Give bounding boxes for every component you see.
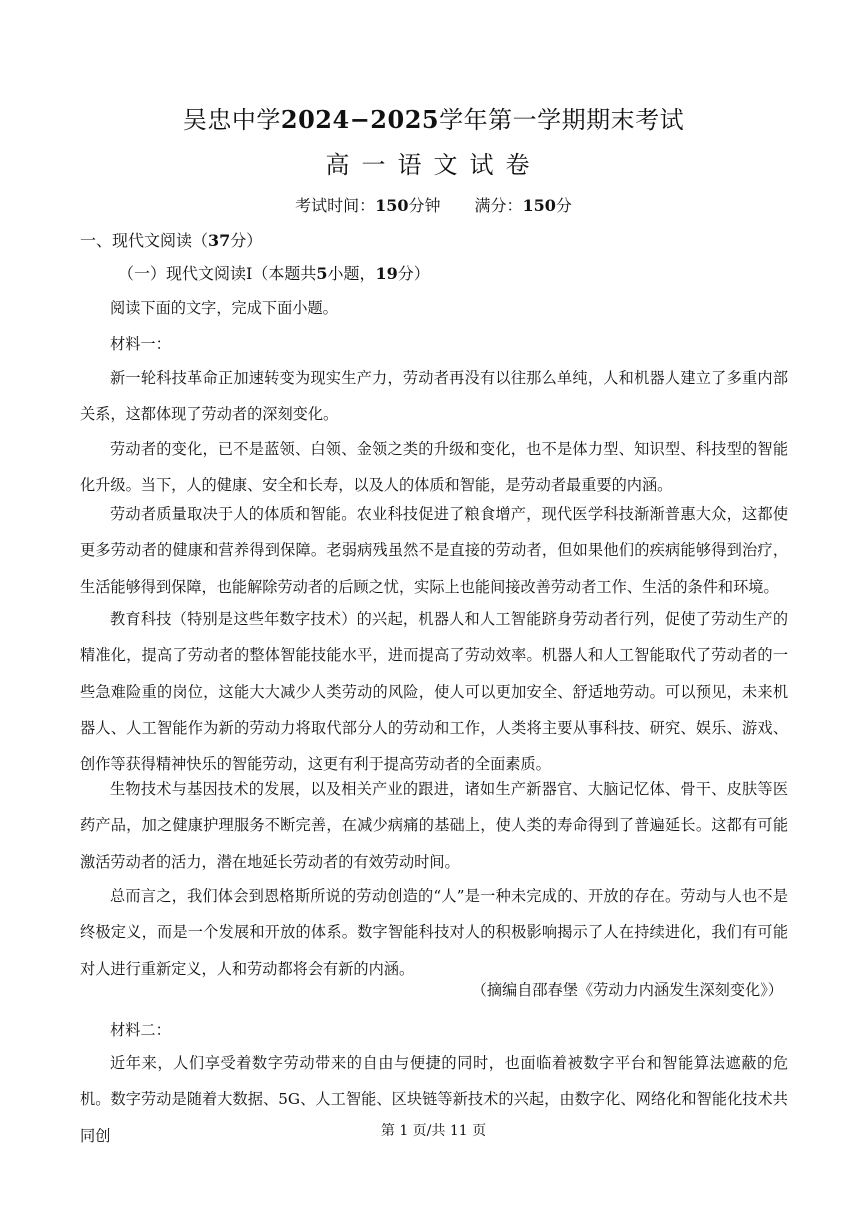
- title-school: 吴忠中学: [182, 106, 281, 134]
- paragraph-4: 教育科技（特别是这些年数字技术）的兴起，机器人和人工智能跻身劳动者行列，促使了劳动生产的精准化，提高了劳动者的整体智能技能水平，进而提高了劳动效率。机器人和人工智能取代了劳动者的一些急难险重的岗位，这能大大减少人类劳动的风险，使人可以更加安全、舒适地劳动。可以预见，未来机器人、人工智能作为新的劳动力将取代部分人的劳动和工作，人类将主要从事科技、研究、娱乐、游戏、创作等获得精神快乐的智能劳动，这更有利于提高劳动者的全面素质。: [80, 610, 788, 774]
- paragraph-6: 总而言之，我们体会到恩格斯所说的劳动创造的“人”是一种未完成的、开放的存在。劳动与人也不是终极定义，而是一个发展和开放的体系。数字智能科技对人的积极影响揭示了人在持续进化，我们有可能对人进行重新定义，人和劳动都将会有新的内涵。: [80, 887, 788, 978]
- score-value: 150: [522, 196, 556, 215]
- time-value: 150: [375, 196, 409, 215]
- material-two-label: 材料二：: [110, 1021, 171, 1039]
- material-one-label: 材料一：: [110, 335, 171, 353]
- paragraph-1: 新一轮科技革命正加速转变为现实生产力，劳动者再没有以往那么单纯，人和机器人建立了多重内部关系，这都体现了劳动者的深刻变化。: [80, 369, 788, 424]
- paragraph-2: 劳动者的变化，已不是蓝领、白领、金领之类的升级和变化，也不是体力型、知识型、科技型的智能化升级。当下，人的健康、安全和长寿，以及人的体质和智能，是劳动者最重要的内涵。: [80, 440, 788, 495]
- section-heading-part1: 一、现代文阅读（37分）: [80, 231, 263, 250]
- page-number: 第 1 页/共 11 页: [380, 1123, 487, 1139]
- instruction-text: 阅读下面的文字，完成下面小题。: [110, 299, 338, 317]
- paragraph-7: 近年来，人们享受着数字劳动带来的自由与便捷的同时，也面临着被数字平台和智能算法遮蔽的危机。数字劳动是随着大数据、5G、人工智能、区块链等新技术的兴起，由数字化、网络化和智能化技术共同创: [80, 1054, 788, 1145]
- section-heading-sub1: （一）现代文阅读Ⅰ（本题共5小题，19分）: [118, 264, 430, 283]
- time-unit: 分钟: [408, 196, 441, 215]
- score-label: 满分：: [474, 196, 523, 215]
- paragraph-5: 生物技术与基因技术的发展，以及相关产业的跟进，诸如生产新器官、大脑记忆体、骨干、皮肤等医药产品，加之健康护理服务不断完善，在减少病痛的基础上，使人类的寿命得到了普遍延长。这都有可能激活劳动者的活力，潜在地延长劳动者的有效劳动时间。: [80, 780, 788, 871]
- exam-title: [0, 103, 867, 137]
- time-label: 考试时间：: [295, 196, 376, 215]
- exam-info: [0, 194, 867, 218]
- source-citation: （摘编自邵春堡《劳动力内涵发生深刻变化》）: [471, 981, 783, 999]
- score-unit: 分: [555, 196, 572, 215]
- exam-subtitle: 高一语文试卷: [325, 151, 542, 179]
- title-term: 学年第一学期期末考试: [439, 106, 685, 134]
- paragraph-3: 劳动者质量取决于人的体质和智能。农业科技促进了粮食增产，现代医学科技渐渐普惠大众，这都使更多劳动者的健康和营养得到保障。老弱病残虽然不是直接的劳动者，但如果他们的疾病能够得到治疗，生活能够得到保障，也能解除劳动者的后顾之忧，实际上也能间接改善劳动者工作、生活的条件和环境。: [80, 505, 788, 596]
- title-year: 2024−2025: [280, 105, 440, 134]
